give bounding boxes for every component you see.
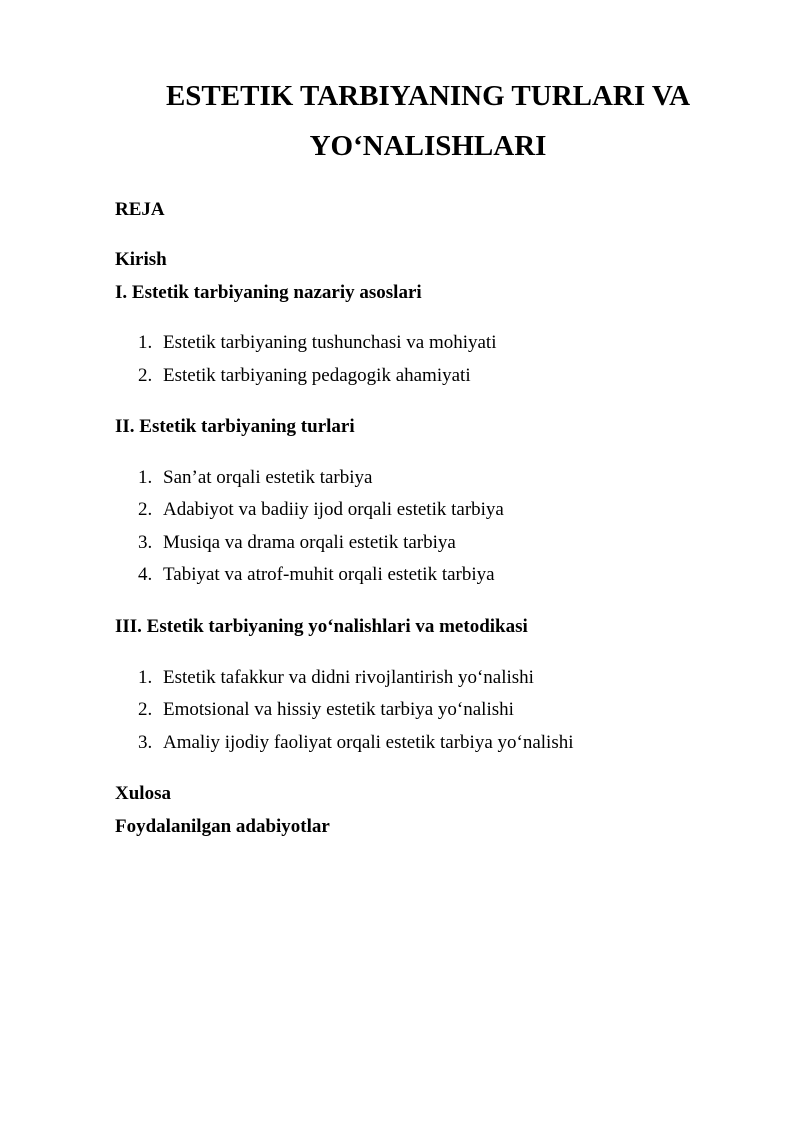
document-title-line-2: YO‘NALISHLARI	[309, 130, 547, 162]
section-1-item-1	[138, 331, 497, 355]
section-3-item-1	[138, 666, 534, 690]
list-item-text: Estetik tafakkur va didni rivojlantirish yo‘nalishi	[163, 667, 534, 688]
conclusion-heading: Xulosa	[115, 783, 171, 804]
plan-heading: REJA	[115, 199, 165, 220]
section-2-item-2	[138, 498, 504, 522]
section-1-item-2	[138, 364, 471, 388]
intro-heading: Kirish	[115, 249, 167, 270]
list-number: 3.	[138, 532, 153, 553]
section-1-heading: I. Estetik tarbiyaning nazariy asoslari	[115, 282, 422, 303]
list-number: 1.	[138, 332, 153, 353]
list-item-text: Estetik tarbiyaning tushunchasi va mohiyati	[163, 332, 497, 353]
section-3-item-3	[138, 731, 574, 755]
list-item-text: Adabiyot va badiiy ijod orqali estetik tarbiya	[163, 499, 504, 520]
section-3-item-2	[138, 698, 514, 722]
section-2-item-3	[138, 531, 456, 555]
list-number: 2.	[138, 699, 153, 720]
list-number: 2.	[138, 365, 153, 386]
section-2-item-1	[138, 466, 372, 490]
list-item-text: San’at orqali estetik tarbiya	[163, 467, 373, 488]
list-number: 1.	[138, 667, 153, 688]
list-item-text: Emotsional va hissiy estetik tarbiya yo‘nalishi	[163, 699, 514, 720]
list-item-text: Amaliy ijodiy faoliyat orqali estetik tarbiya yo‘nalishi	[163, 732, 574, 753]
section-3-heading: III. Estetik tarbiyaning yo‘nalishlari va metodikasi	[115, 616, 528, 637]
list-item-text: Tabiyat va atrof-muhit orqali estetik tarbiya	[163, 564, 495, 585]
document-title-line-1: ESTETIK TARBIYANING TURLARI VA	[165, 80, 691, 112]
list-number: 1.	[138, 467, 153, 488]
list-number: 2.	[138, 499, 153, 520]
section-2-item-4	[138, 563, 495, 587]
list-item-text: Estetik tarbiyaning pedagogik ahamiyati	[163, 365, 471, 386]
references-heading: Foydalanilgan adabiyotlar	[115, 816, 330, 837]
list-number: 4.	[138, 564, 153, 585]
list-item-text: Musiqa va drama orqali estetik tarbiya	[163, 532, 456, 553]
section-2-heading: II. Estetik tarbiyaning turlari	[115, 416, 355, 437]
list-number: 3.	[138, 732, 153, 753]
